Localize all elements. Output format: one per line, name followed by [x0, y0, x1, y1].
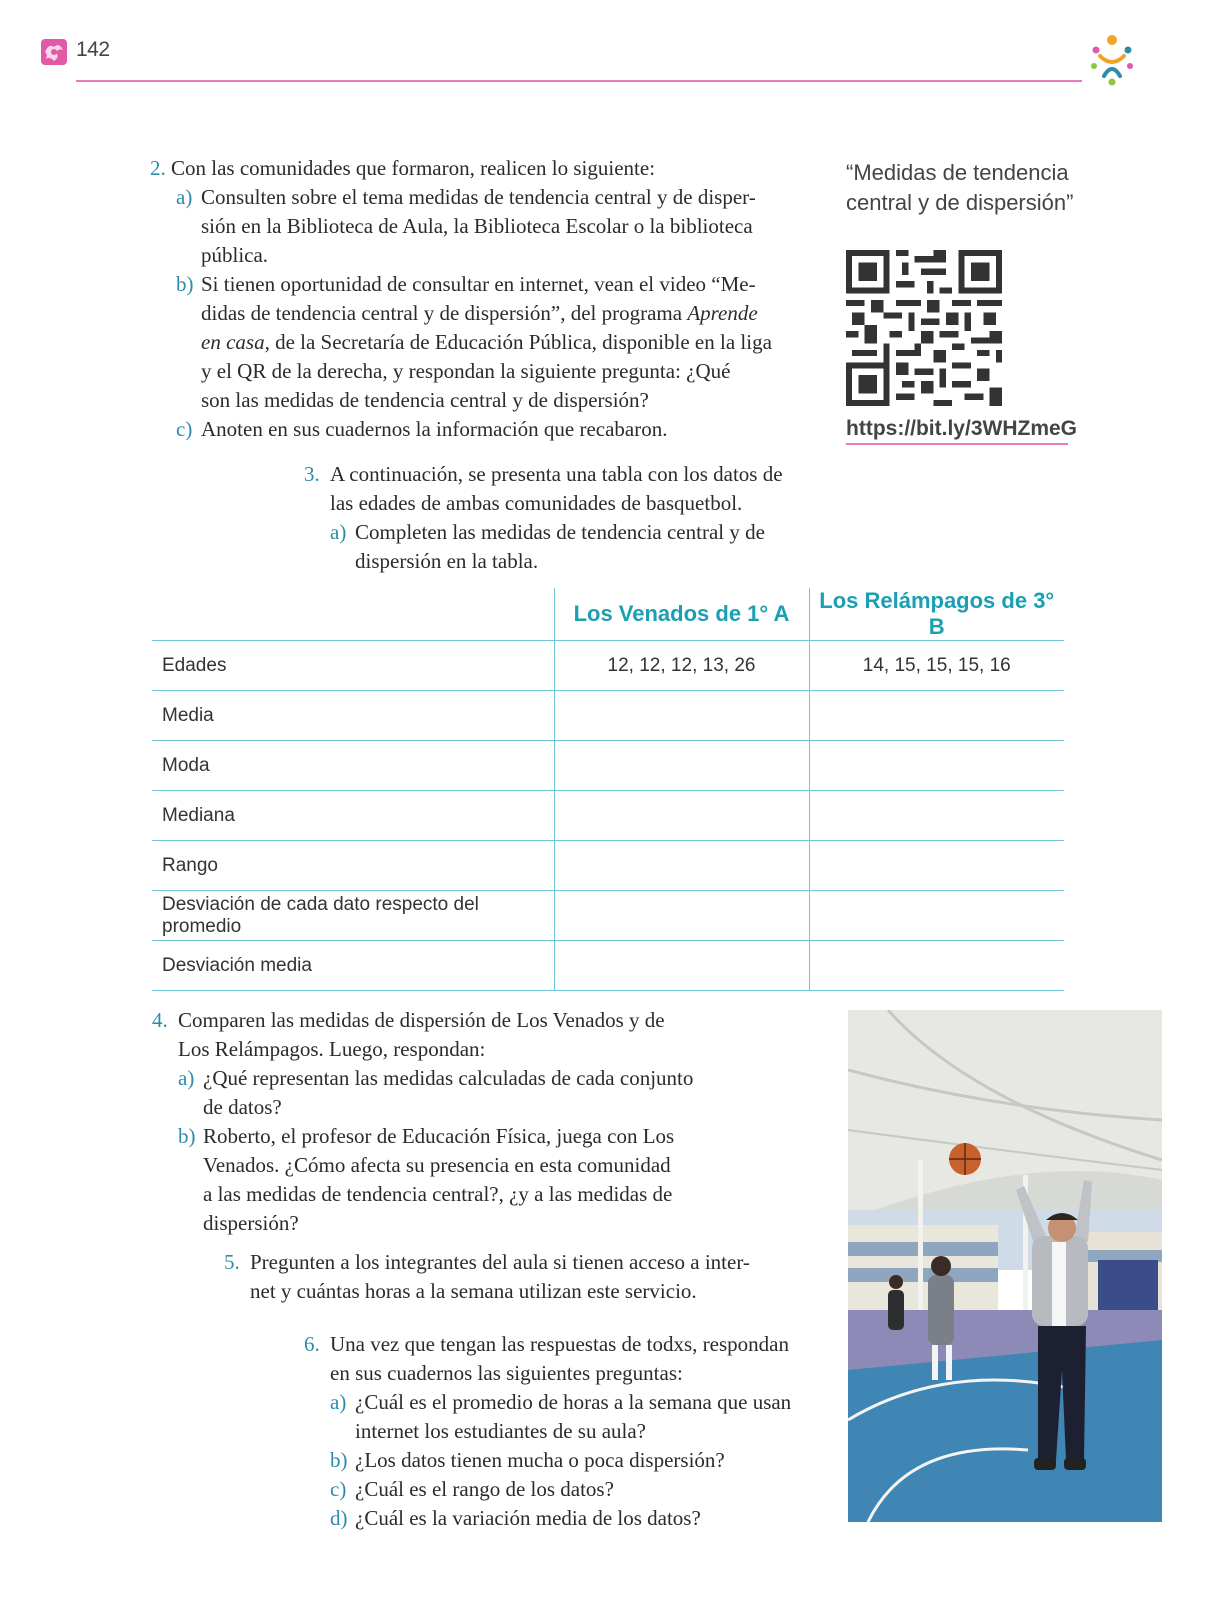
- subitem-a: [330, 518, 783, 576]
- row-label: Rango: [152, 841, 554, 891]
- item-line: dispersión en la tabla.: [355, 549, 539, 573]
- row-label: Moda: [152, 741, 554, 791]
- question-6: [304, 1330, 834, 1533]
- figures-logo-icon: [1084, 32, 1140, 88]
- item-letter: a): [176, 185, 193, 209]
- question-line: las edades de ambas comunidades de basquetbol.: [330, 491, 743, 515]
- cell-relampagos[interactable]: [809, 891, 1064, 941]
- subitem-c: [176, 415, 800, 444]
- item-line: ¿Cuál es el promedio de horas a la semana que usan: [355, 1390, 792, 1414]
- basketball-photo: [848, 1010, 1162, 1522]
- item-line: Si tienen oportunidad de consultar en internet, vean el video “Me-: [201, 272, 756, 296]
- item-line: dispersión?: [203, 1211, 299, 1235]
- question-2: [150, 154, 800, 444]
- question-text: Con las comunidades que formaron, realicen lo siguiente:: [171, 156, 656, 180]
- cell-venados[interactable]: [554, 691, 809, 741]
- row-label: Edades: [152, 641, 554, 691]
- item-line: de datos?: [203, 1095, 282, 1119]
- table-row: [152, 641, 1064, 691]
- question-number: 3.: [304, 462, 320, 486]
- row-label: Desviación media: [152, 941, 554, 991]
- question-line: Una vez que tengan las respuestas de todxs, respondan: [330, 1332, 789, 1356]
- question-5: [224, 1248, 804, 1306]
- table-row: [152, 741, 1064, 791]
- qr-code-icon[interactable]: [846, 250, 1002, 406]
- question-number: 5.: [224, 1250, 240, 1274]
- question-line: Comparen las medidas de dispersión de Los Venados y de: [178, 1008, 665, 1032]
- question-number: 4.: [152, 1008, 168, 1032]
- table-row: [152, 791, 1064, 841]
- row-label: Mediana: [152, 791, 554, 841]
- cell-venados[interactable]: [554, 941, 809, 991]
- header-rule: [76, 80, 1082, 82]
- cell-relampagos[interactable]: [809, 841, 1064, 891]
- item-line: Completen las medidas de tendencia central y de: [355, 520, 765, 544]
- question-number: 2.: [150, 156, 166, 180]
- cell-relampagos[interactable]: [809, 791, 1064, 841]
- column-header-venados: Los Venados de 1° A: [554, 588, 809, 641]
- subitem-b: [176, 270, 800, 415]
- cell-venados[interactable]: [554, 891, 809, 941]
- item-line: ¿Qué representan las medidas calculadas de cada conjunto: [203, 1066, 694, 1090]
- question-3: [304, 460, 824, 576]
- statistics-table: [152, 588, 1064, 991]
- table-row: [152, 941, 1064, 991]
- cell-relampagos[interactable]: [809, 941, 1064, 991]
- cell-relampagos: 14, 15, 15, 15, 16: [809, 641, 1064, 691]
- video-title: [846, 158, 1086, 218]
- item-line: sión en la Biblioteca de Aula, la Biblioteca Escolar o la biblioteca: [201, 214, 753, 238]
- program-name: Aprende: [687, 301, 758, 325]
- subitem-a: [176, 183, 800, 270]
- item-line: y el QR de la derecha, y respondan la siguiente pregunta: ¿Qué: [201, 359, 731, 383]
- item-line: internet los estudiantes de su aula?: [355, 1419, 646, 1443]
- video-title-line: central y de dispersión”: [846, 190, 1074, 215]
- item-line: ¿Cuál es la variación media de los datos?: [355, 1506, 701, 1530]
- item-letter: b): [178, 1124, 196, 1148]
- question-number: 6.: [304, 1332, 320, 1356]
- column-header-relampagos: Los Relámpagos de 3° B: [809, 588, 1064, 641]
- question-line: net y cuántas horas a la semana utilizan este servicio.: [250, 1279, 697, 1303]
- video-link[interactable]: https://bit.ly/3WHZmeG: [846, 417, 1068, 445]
- question-line: Los Relámpagos. Luego, respondan:: [178, 1037, 486, 1061]
- item-line: didas de tendencia central y de dispersión”, del programa: [201, 301, 688, 325]
- cell-venados[interactable]: [554, 841, 809, 891]
- table-row: [152, 691, 1064, 741]
- row-label: Desviación de cada dato respecto del promedio: [152, 891, 554, 941]
- cell-relampagos[interactable]: [809, 691, 1064, 741]
- item-line: a las medidas de tendencia central?, ¿y a las medidas de: [203, 1182, 673, 1206]
- table-header-row: [152, 588, 1064, 641]
- program-name: en casa: [201, 330, 265, 354]
- table-row: [152, 841, 1064, 891]
- item-line: , de la Secretaría de Educación Pública, disponible en la liga: [264, 330, 772, 354]
- video-title-line: “Medidas de tendencia: [846, 160, 1069, 185]
- cell-venados[interactable]: [554, 791, 809, 841]
- item-letter: a): [330, 1390, 347, 1414]
- subitem-b: [330, 1446, 791, 1475]
- item-letter: a): [178, 1066, 195, 1090]
- item-letter: b): [330, 1448, 348, 1472]
- question-4: [152, 1006, 712, 1238]
- subitem-c: [330, 1475, 791, 1504]
- item-letter: b): [176, 272, 194, 296]
- subitem-b: [152, 1122, 712, 1238]
- question-line: A continuación, se presenta una tabla con los datos de: [330, 462, 783, 486]
- question-line: en sus cuadernos las siguientes preguntas:: [330, 1361, 683, 1385]
- row-label: Media: [152, 691, 554, 741]
- question-line: Pregunten a los integrantes del aula si tienen acceso a inter-: [250, 1250, 750, 1274]
- item-letter: c): [330, 1477, 347, 1501]
- item-line: Anoten en sus cuadernos la información que recabaron.: [201, 417, 668, 441]
- item-line: son las medidas de tendencia central y de dispersión?: [201, 388, 649, 412]
- item-line: pública.: [201, 243, 269, 267]
- cell-venados: 12, 12, 12, 13, 26: [554, 641, 809, 691]
- item-line: Venados. ¿Cómo afecta su presencia en esta comunidad: [203, 1153, 671, 1177]
- page-number: 142: [76, 38, 110, 61]
- item-letter: d): [330, 1506, 348, 1530]
- table-row: [152, 891, 1064, 941]
- item-line: ¿Cuál es el rango de los datos?: [355, 1477, 614, 1501]
- subitem-a: [152, 1064, 712, 1122]
- item-line: Consulten sobre el tema medidas de tendencia central y de disper-: [201, 185, 756, 209]
- item-letter: a): [330, 520, 347, 544]
- table-corner: [152, 588, 554, 641]
- cell-venados[interactable]: [554, 741, 809, 791]
- cell-relampagos[interactable]: [809, 741, 1064, 791]
- item-line: Roberto, el profesor de Educación Física, juega con Los: [203, 1124, 675, 1148]
- item-line: ¿Los datos tienen mucha o poca dispersión?: [355, 1448, 725, 1472]
- subitem-d: [330, 1504, 791, 1533]
- ornament-icon: [40, 38, 68, 66]
- subitem-a: [330, 1388, 791, 1446]
- item-letter: c): [176, 417, 193, 441]
